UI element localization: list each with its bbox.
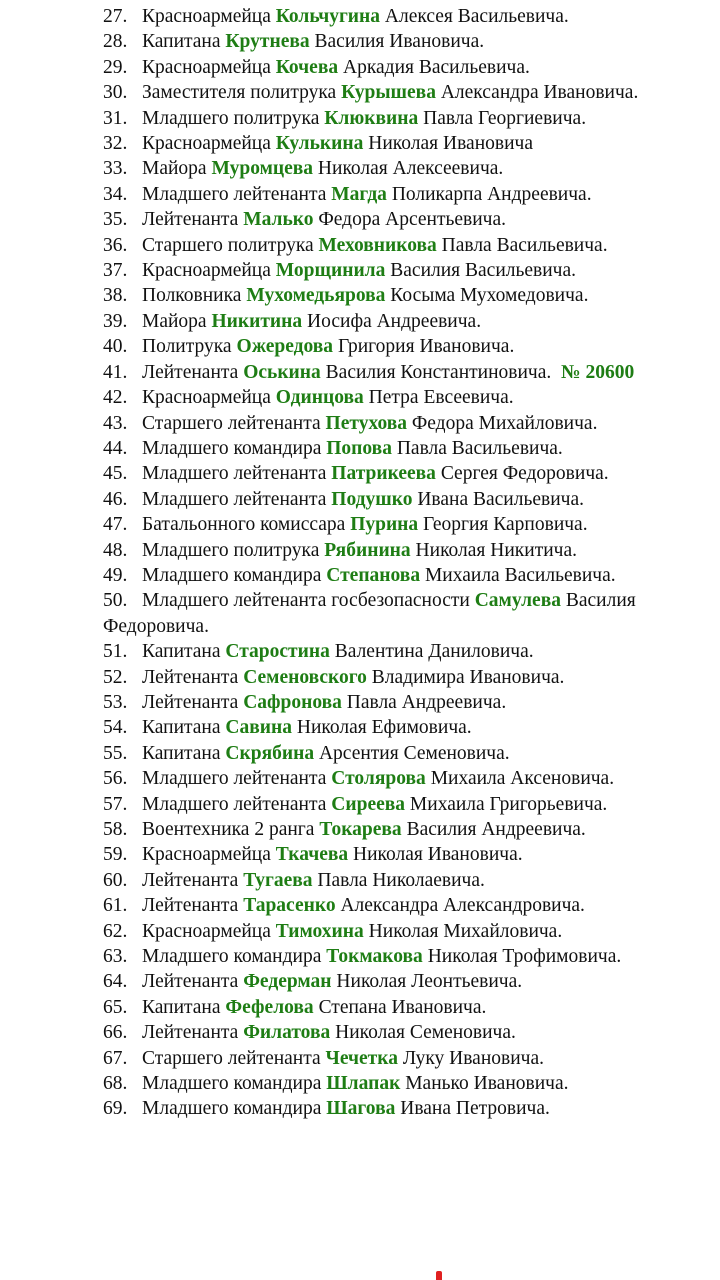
item-number: 30. [103,82,128,104]
item-surname: Ожередова [236,336,334,358]
item-surname: Крутнева [225,31,310,53]
item-surname: Морщинила [275,260,386,282]
list-item [103,563,668,588]
item-rank: Младшего лейтенанта [142,488,327,510]
item-surname: Меховникова [318,234,437,256]
item-surname: Ткачева [275,844,349,866]
item-rank: Заместителя политрука [142,82,337,104]
item-surname: Муромцева [211,158,314,180]
item-given-names: Косыма Мухомедовича. [390,285,589,307]
item-surname: Чечетка [325,1047,398,1069]
item-given-names: Николая Ивановича. [353,844,523,866]
list-item [103,461,668,486]
item-surname: Степанова [326,564,421,586]
item-given-names: Василия Константиновича. [325,361,552,383]
item-number: 39. [103,310,128,332]
item-number: 63. [103,946,128,968]
item-surname: Малько [243,209,314,231]
item-surname: Магда [331,183,387,205]
list-item [103,106,668,131]
item-number: 50. [103,590,128,612]
item-surname: Кольчугина [275,6,381,27]
list-item [103,411,668,436]
item-number: 31. [103,107,128,129]
item-rank: Майора [142,158,207,180]
item-number: 57. [103,793,128,815]
item-rank: Младшего политрука [142,107,320,129]
item-rank: Младшего лейтенанта [142,463,327,485]
list-item [103,29,668,54]
list-item [103,512,668,537]
item-surname: Одинцова [275,387,364,409]
item-given-names: Луку Ивановича. [402,1047,544,1069]
item-surname: Кочева [275,56,339,78]
list-item [103,182,668,207]
item-given-names: Николая Никитича. [415,539,577,561]
item-given-names: Николая Трофимовича. [427,946,622,968]
item-rank: Старшего политрука [142,234,314,256]
item-given-names: Василия Ивановича. [314,31,485,53]
list-item [103,639,668,664]
item-number: 47. [103,514,128,536]
item-given-names: Павла Васильевича. [441,234,608,256]
item-rank: Младшего командира [142,1098,322,1120]
item-rank: Лейтенанта [142,971,239,993]
item-number: 33. [103,158,128,180]
item-number: 58. [103,819,128,840]
item-surname: Филатова [243,1022,331,1044]
item-given-names: Алексея Васильевича. [384,6,569,27]
item-surname: Сафронова [243,691,342,713]
item-given-names: Григория Ивановича. [337,336,515,358]
list-item [103,893,668,918]
item-surname: Тугаева [243,869,313,891]
item-given-names: Валентина Даниловича. [334,641,534,663]
item-number: 48. [103,539,128,561]
item-given-names: Михаила Григорьевича. [409,793,608,815]
item-rank: Лейтенанта [142,666,239,688]
item-given-names: Василия Васильевича. [390,260,577,282]
item-given-names: Михаила Васильевича. [424,564,616,586]
item-given-names: Аркадия Васильевича. [343,56,530,78]
item-rank: Младшего командира [142,564,322,586]
list-item [103,1046,668,1071]
item-given-names: Владимира Ивановича. [371,666,565,688]
item-given-names: Александра Ивановича. [440,82,639,104]
item-number: 36. [103,234,128,256]
item-surname: Никитина [211,310,303,332]
list-item [103,233,668,258]
item-surname: Курышева [341,82,436,104]
item-rank: Политрука [142,336,232,358]
item-number: 28. [103,31,128,53]
item-surname: Клюквина [324,107,419,129]
item-rank: Младшего командира [142,946,322,968]
list-item [103,258,668,283]
item-surname: Кулькина [275,133,364,155]
item-number: 42. [103,387,128,409]
list-item [103,817,668,842]
item-rank: Красноармейца [142,6,271,27]
item-number: 35. [103,209,128,231]
item-given-names: Николая Ефимовича. [296,717,472,739]
item-number: 43. [103,412,128,434]
item-rank: Лейтенанта [142,869,239,891]
list-item [103,309,668,334]
item-rank: Майора [142,310,207,332]
item-number: 68. [103,1073,128,1095]
item-given-names: Арсентия Семеновича. [318,742,510,764]
item-rank: Младшего командира [142,1073,322,1095]
item-given-names: Георгия Карповича. [423,514,588,536]
item-surname: Шлапак [326,1073,401,1095]
item-given-names: Сергея Федоровича. [440,463,609,485]
item-number: 61. [103,895,128,917]
item-given-names: Федора Арсентьевича. [318,209,506,231]
list-item [103,969,668,994]
item-number: 32. [103,133,128,155]
item-rank: Воентехника 2 ранга [142,819,315,840]
item-rank: Капитана [142,717,221,739]
list-item [103,1071,668,1096]
item-number: 29. [103,56,128,78]
list-item [103,360,668,385]
list-item [103,538,668,563]
item-surname: Семеновского [243,666,367,688]
item-surname: Скрябина [225,742,315,764]
item-rank: Капитана [142,742,221,764]
item-rank: Лейтенанта [142,895,239,917]
item-note: № 20600 [561,361,635,383]
item-given-names: Василия Федоровича. [103,590,636,637]
item-surname: Патрикеева [331,463,436,485]
item-number: 41. [103,361,128,383]
item-rank: Красноармейца [142,260,271,282]
list-item [103,665,668,690]
item-given-names: Иосифа Андреевича. [307,310,482,332]
item-surname: Пурина [350,514,419,536]
item-rank: Красноармейца [142,133,271,155]
item-number: 67. [103,1047,128,1069]
item-rank: Батальонного комиссара [142,514,346,536]
item-surname: Фефелова [225,996,314,1018]
item-number: 37. [103,260,128,282]
item-rank: Лейтенанта [142,361,239,383]
item-rank: Капитана [142,996,221,1018]
list-item [103,944,668,969]
item-given-names: Павла Андреевича. [346,691,507,713]
list-item [103,715,668,740]
item-surname: Токмакова [326,946,423,968]
item-number: 66. [103,1022,128,1044]
item-surname: Савина [225,717,292,739]
list-item [103,385,668,410]
item-number: 40. [103,336,128,358]
item-rank: Старшего лейтенанта [142,1047,321,1069]
item-rank: Капитана [142,31,221,53]
list-item [103,842,668,867]
item-number: 53. [103,691,128,713]
item-rank: Младшего лейтенанта [142,183,327,205]
item-given-names: Николая Ивановича [368,133,533,155]
item-surname: Сиреева [331,793,406,815]
item-surname: Попова [326,437,392,459]
item-given-names: Михаила Аксеновича. [430,768,615,790]
item-number: 38. [103,285,128,307]
item-given-names: Николая Михайловича. [368,920,563,942]
item-surname: Шагова [326,1098,396,1120]
list-item [103,588,668,639]
item-number: 49. [103,564,128,586]
item-rank: Лейтенанта [142,209,239,231]
item-number: 54. [103,717,128,739]
item-given-names: Манько Ивановича. [405,1073,569,1095]
item-surname: Тимохина [275,920,364,942]
list-item [103,55,668,80]
item-surname: Столярова [331,768,426,790]
item-given-names: Николая Семеновича. [335,1022,516,1044]
item-rank: Красноармейца [142,844,271,866]
item-rank: Младшего лейтенанта госбезопасности [142,590,470,612]
item-number: 60. [103,869,128,891]
item-given-names: Николая Леонтьевича. [336,971,523,993]
list-item [103,131,668,156]
item-rank: Капитана [142,641,221,663]
item-number: 59. [103,844,128,866]
item-rank: Лейтенанта [142,691,239,713]
item-number: 56. [103,768,128,790]
item-surname: Мухомедьярова [246,285,386,307]
list-item [103,1020,668,1045]
item-number: 52. [103,666,128,688]
item-number: 64. [103,971,128,993]
item-rank: Младшего политрука [142,539,320,561]
item-surname: Рябинина [324,539,411,561]
item-rank: Младшего лейтенанта [142,768,327,790]
list-item [103,792,668,817]
item-surname: Токарева [319,819,402,840]
item-given-names: Ивана Васильевича. [417,488,584,510]
item-number: 51. [103,641,128,663]
item-number: 62. [103,920,128,942]
list-item [103,156,668,181]
item-given-names: Павла Васильевича. [396,437,563,459]
red-mark-fragment [436,1271,442,1280]
item-number: 45. [103,463,128,485]
item-surname: Подушко [331,488,413,510]
item-rank: Красноармейца [142,387,271,409]
item-given-names: Федора Михайловича. [411,412,598,434]
item-rank: Полковника [142,285,242,307]
list-item [103,487,668,512]
list-item [103,1096,668,1121]
item-given-names: Павла Николаевича. [317,869,485,891]
item-rank: Красноармейца [142,56,271,78]
item-surname: Петухова [325,412,407,434]
list-item [103,690,668,715]
item-given-names: Василия Андреевича. [406,819,586,840]
list-item [103,741,668,766]
item-given-names: Павла Георгиевича. [423,107,587,129]
item-number: 55. [103,742,128,764]
item-surname: Тарасенко [243,895,336,917]
list-item [103,919,668,944]
list-item [103,868,668,893]
list-item [103,207,668,232]
item-surname: Старостина [225,641,330,663]
list-item [103,283,668,308]
item-rank: Старшего лейтенанта [142,412,321,434]
item-number: 34. [103,183,128,205]
item-rank: Лейтенанта [142,1022,239,1044]
list-item [103,80,668,105]
item-given-names: Николая Алексеевича. [317,158,504,180]
item-number: 44. [103,437,128,459]
list-item [103,4,668,29]
list-item [103,334,668,359]
item-number: 69. [103,1098,128,1120]
item-rank: Младшего командира [142,437,322,459]
item-surname: Федерман [243,971,332,993]
item-number: 65. [103,996,128,1018]
item-given-names: Петра Евсеевича. [368,387,514,409]
item-given-names: Поликарпа Андреевича. [391,183,592,205]
item-surname: Оськина [243,361,321,383]
item-number: 27. [103,6,128,27]
list-item [103,766,668,791]
item-rank: Красноармейца [142,920,271,942]
list-item [103,436,668,461]
item-rank: Младшего лейтенанта [142,793,327,815]
item-given-names: Ивана Петровича. [400,1098,550,1120]
item-number: 46. [103,488,128,510]
item-given-names: Александра Александровича. [340,895,585,917]
list-item [103,995,668,1020]
item-surname: Самулева [474,590,561,612]
item-given-names: Степана Ивановича. [318,996,487,1018]
name-list [103,4,668,1122]
